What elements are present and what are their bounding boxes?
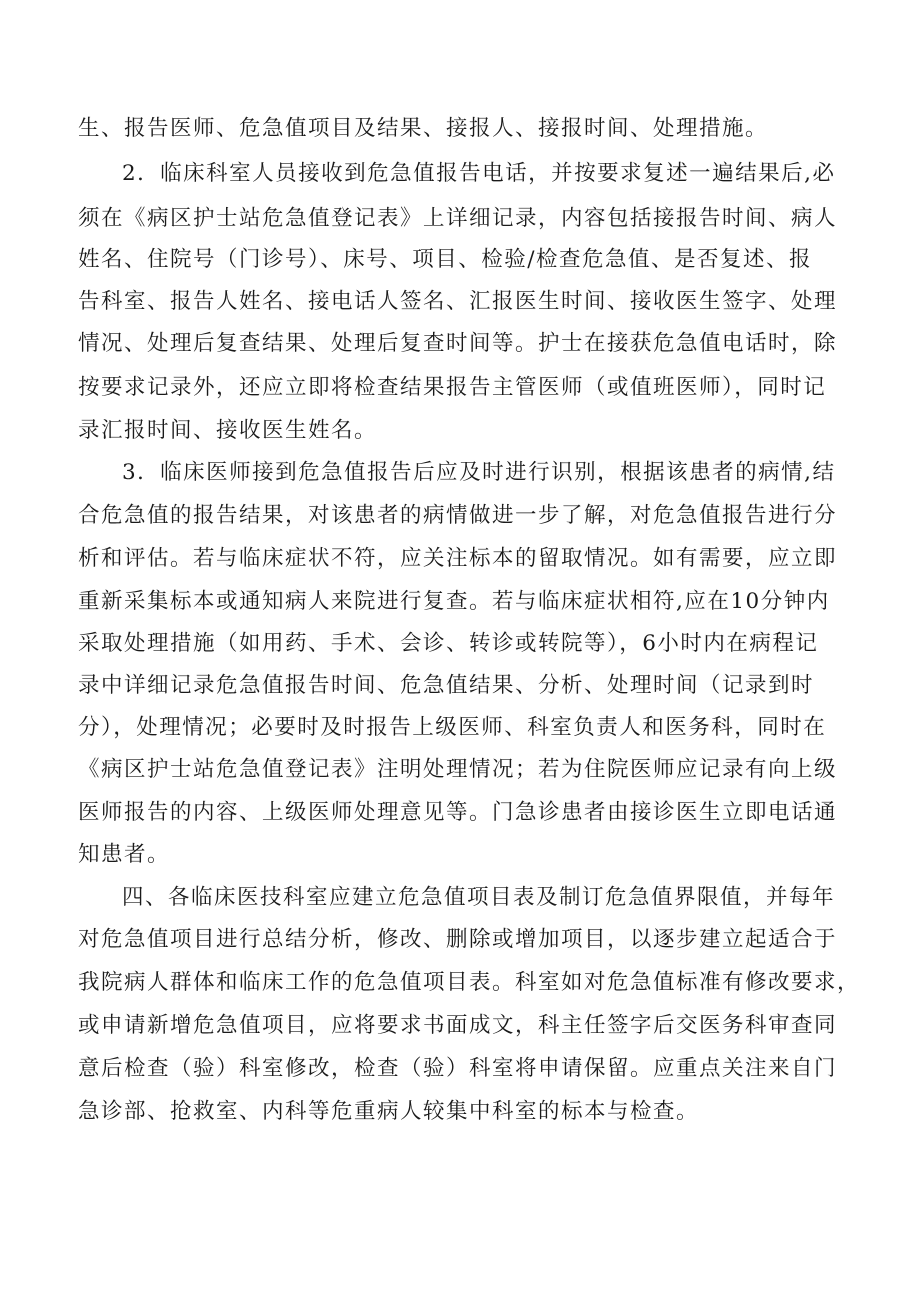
text-line: 或申请新增危急值项目，应将要求书面成文，科主任签字后交医务科审查同 xyxy=(78,1013,838,1038)
text-line: 我院病人群体和临床工作的危急值项目表。科室如对危急值标准有修改要求， xyxy=(78,970,861,995)
text-line: 意后检查（验）科室修改，检查（验）科室将申请保留。应重点关注来自门 xyxy=(78,1056,838,1081)
text-line: 分），处理情况；必要时及时报告上级医师、科室负责人和医务科，同时在 xyxy=(78,715,827,740)
text-line: 四、各临床医技科室应建立危急值项目表及制订危急值界限值，并每年 xyxy=(122,885,836,910)
text-line: 按要求记录外，还应立即将检查结果报告主管医师（或值班医师），同时记 xyxy=(78,375,827,400)
text-line: 采取处理措施（如用药、手术、会诊、转诊或转院等），6小时内在病程记 xyxy=(78,631,819,656)
text-line: 急诊部、抢救室、内科等危重病人较集中科室的标本与检查。 xyxy=(78,1099,700,1124)
text-line: 《病区护士站危急值登记表》注明处理情况；若为住院医师应记录有向上级 xyxy=(78,757,838,782)
text-line: 知患者。 xyxy=(78,842,171,867)
text-line: 须在《病区护士站危急值登记表》上详细记录，内容包括接报告时间、病人 xyxy=(78,206,838,231)
text-line: 对危急值项目进行总结分析，修改、删除或增加项目，以逐步建立起适合于 xyxy=(78,927,838,952)
text-line: 录汇报时间、接收医生姓名。 xyxy=(78,418,378,443)
text-line: 3．临床医师接到危急值报告后应及时进行识别，根据该患者的病情,结 xyxy=(122,460,836,485)
text-line: 姓名、住院号（门诊号）、床号、项目、检验/检查危急值、是否复述、报 xyxy=(78,247,812,272)
text-line: 重新采集标本或通知病人来院进行复查。若与临床症状相符,应在10分钟内 xyxy=(78,589,830,614)
text-line: 2．临床科室人员接收到危急值报告电话，并按要求复述一遍结果后,必 xyxy=(122,161,836,186)
text-line: 录中详细记录危急值报告时间、危急值结果、分析、处理时间（记录到时 xyxy=(78,673,815,698)
text-line: 告科室、报告人姓名、接电话人签名、汇报医生时间、接收医生签字、处理 xyxy=(78,289,838,314)
text-line: 情况、处理后复查结果、处理后复查时间等。护士在接获危急值电话时，除 xyxy=(78,331,838,356)
text-line: 合危急值的报告结果，对该患者的病情做进一步了解，对危急值报告进行分 xyxy=(78,503,838,528)
text-line: 医师报告的内容、上级医师处理意见等。门急诊患者由接诊医生立即电话通 xyxy=(78,800,838,825)
text-line: 析和评估。若与临床症状不符，应关注标本的留取情况。如有需要，应立即 xyxy=(78,546,838,571)
text-line: 生、报告医师、危急值项目及结果、接报人、接报时间、处理措施。 xyxy=(78,116,769,141)
